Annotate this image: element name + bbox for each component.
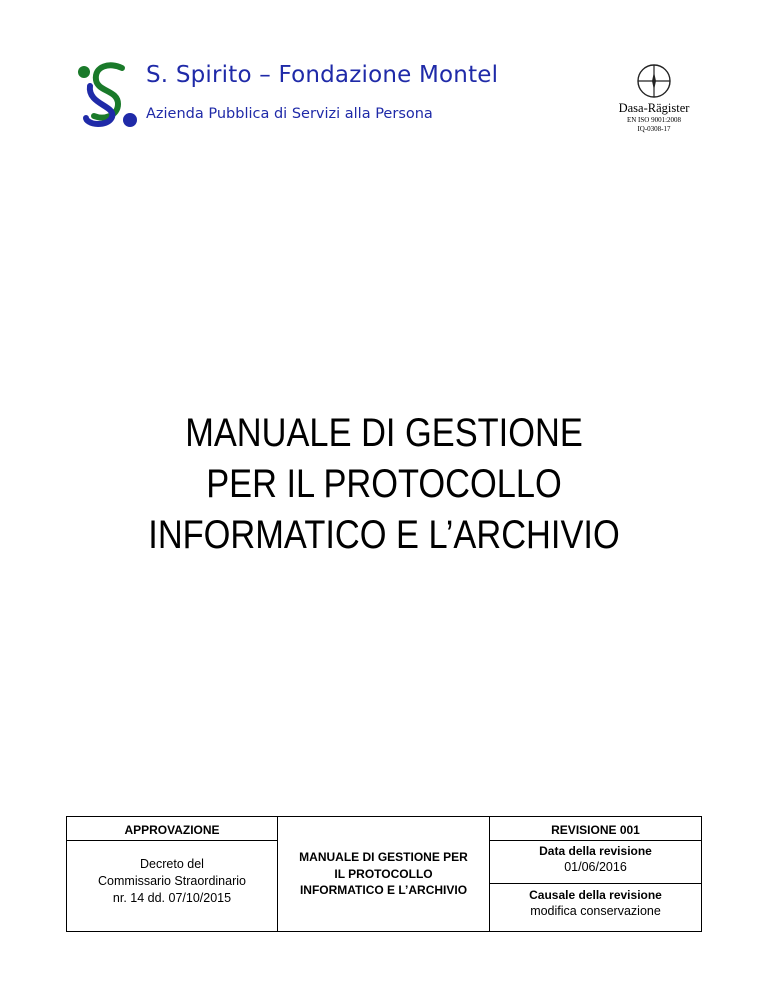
certification-name: Dasa-Rägister [618,101,690,115]
dasa-cross-icon [635,62,673,100]
approval-line-2: Commissario Straordinario [98,874,246,888]
certification-code: IQ-0308-17 [637,125,671,133]
divider [490,840,701,841]
certification-badge [606,62,702,134]
table-doc-title [278,849,489,899]
revision-date: 01/06/2016 [564,860,627,874]
document-title-column [278,817,490,931]
title-line-2: PER IL PROTOCOLLO [206,462,562,506]
revision-table [66,816,702,932]
title-line-1: MANUALE DI GESTIONE [185,411,583,455]
document-title [54,408,714,561]
approval-column [67,817,278,931]
org-subtitle: Azienda Pubblica di Servizi alla Persona [146,106,433,122]
ss-logo-icon [74,60,140,128]
doc-title-line-3: INFORMATICO E L’ARCHIVIO [299,883,468,897]
title-line-3: INFORMATICO E L’ARCHIVIO [148,513,620,557]
revision-column [490,817,701,931]
revision-cause: modifica conservazione [530,904,661,918]
divider [67,840,277,841]
approval-decree [67,856,277,907]
approval-line-3: nr. 14 dd. 07/10/2015 [112,891,232,905]
divider [490,883,701,884]
approval-line-1: Decreto del [140,857,204,871]
approval-header: APPROVAZIONE [124,823,220,837]
revision-date-label: Data della revisione [539,844,652,858]
revision-cause-label: Causale della revisione [529,888,662,902]
certification-standard: EN ISO 9001:2008 [626,116,682,124]
doc-title-line-2: IL PROTOCOLLO [334,866,433,881]
revision-header: REVISIONE 001 [551,823,640,837]
org-name: S. Spirito – Fondazione Montel [146,62,499,88]
doc-title-line-1: MANUALE DI GESTIONE PER [299,850,468,864]
